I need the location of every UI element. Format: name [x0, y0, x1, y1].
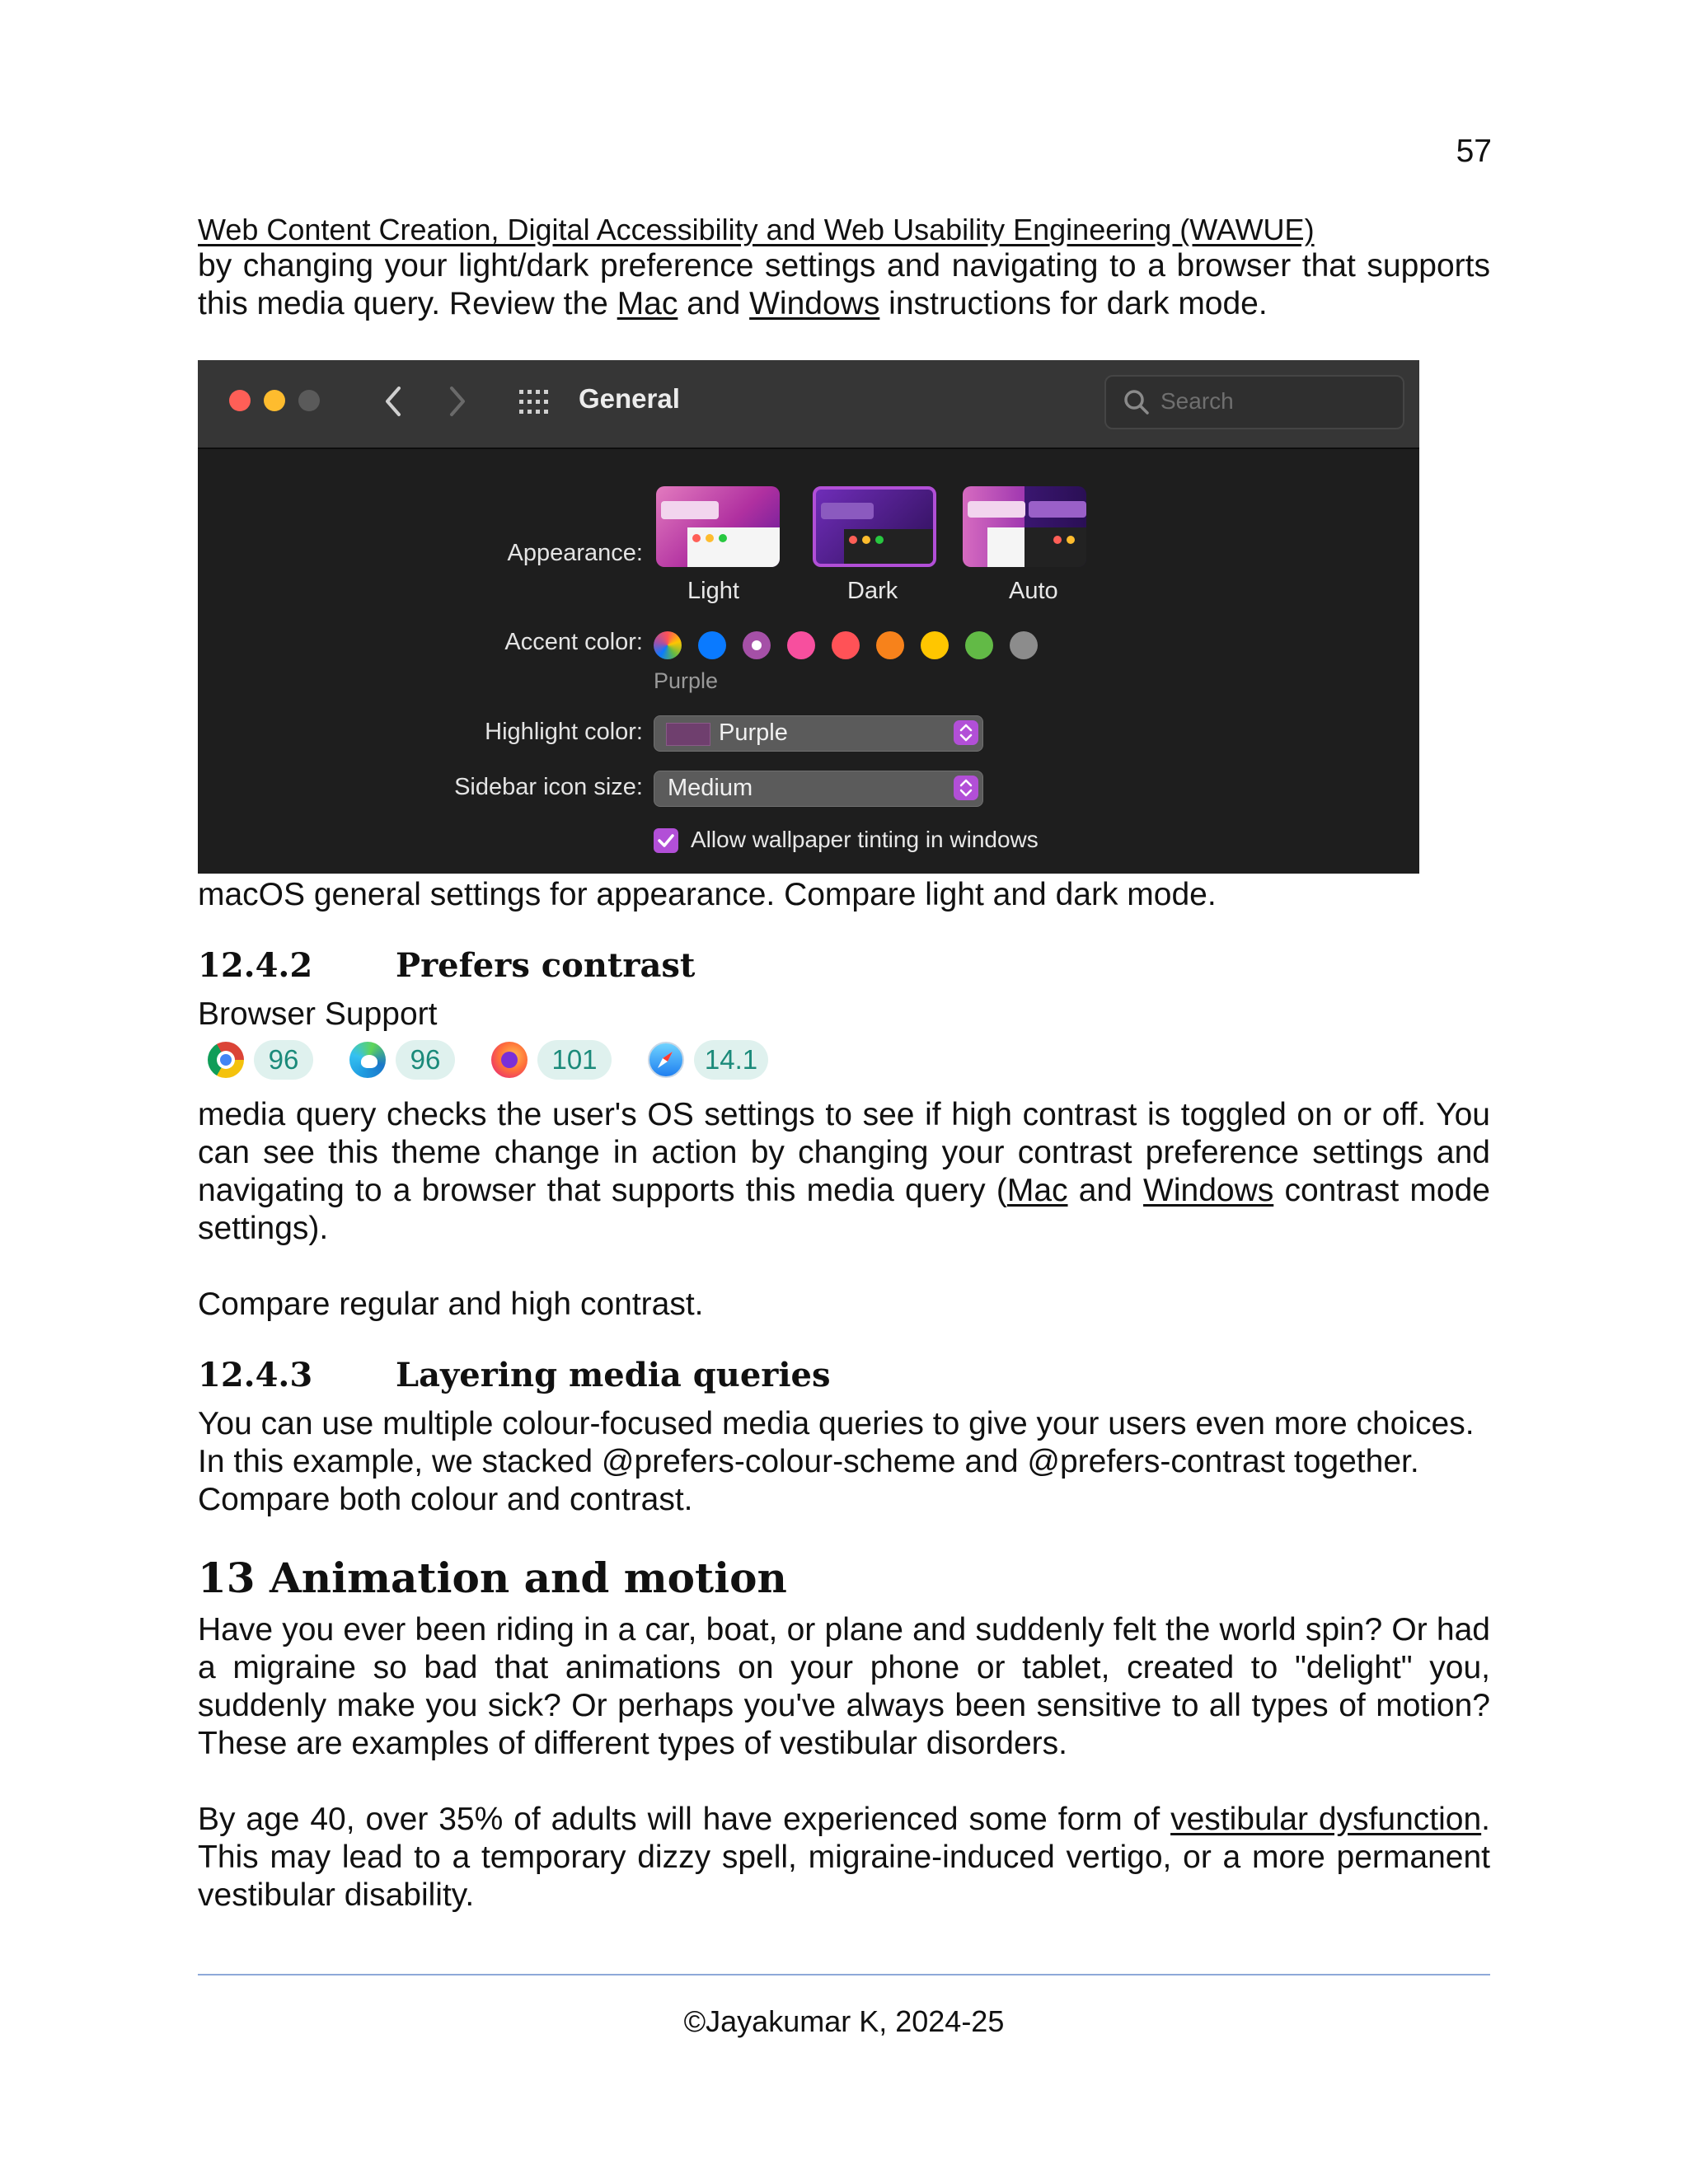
checkmark-icon [654, 828, 678, 853]
layering-paragraph: You can use multiple colour-focused media queries to give your users even more choices. In this example, we stacked @prefers-colour-scheme and @prefers-contrast together. Compare both colour and contrast. [198, 1406, 1475, 1517]
running-header: Web Content Creation, Digital Accessibility and Web Usability Engineering (WAWUE) [198, 213, 1315, 246]
section-number: 12.4.3 [198, 1356, 313, 1394]
grid-icon[interactable] [518, 388, 552, 416]
window-title: General [579, 383, 680, 414]
windows-contrast-link[interactable]: Windows [1143, 1173, 1274, 1208]
highlight-color-value: Purple [719, 719, 788, 746]
selected-indicator [752, 640, 762, 650]
search-placeholder: Search [1160, 388, 1234, 414]
intro-paragraph [198, 247, 1490, 323]
contrast-paragraph [198, 1096, 1490, 1248]
mac-link[interactable]: Mac [617, 286, 678, 321]
paragraph-text: . This may lead to a temporary dizzy spell, migraine-induced vertigo, or a more permanent vestibular disability. [198, 1802, 1490, 1913]
accent-swatch[interactable] [787, 631, 815, 659]
theme-dark-label: Dark [847, 578, 898, 604]
paragraph-text: and [1067, 1173, 1144, 1208]
animation-paragraph-1: Have you ever been riding in a car, boat, or plane and suddenly felt the world spin? Or had a migraine so bad that animations on your phone or tablet, created to "delight" you, suddenly make you sick? Or perhaps you've always been sensitive to all types of motion? These are examples of different types of vestibular disorders. [198, 1612, 1490, 1761]
minimize-window-button[interactable] [264, 390, 285, 411]
section-heading-12-4-3 [198, 1356, 831, 1394]
safari-icon [648, 1042, 684, 1078]
intro-text: by changing your light/dark preference settings and navigating to a browser that supports this media query. Review the [198, 248, 1490, 321]
accent-multicolor-swatch[interactable] [654, 631, 682, 659]
updown-chevron-icon [954, 776, 978, 800]
animation-paragraph-2 [198, 1801, 1490, 1915]
section-number: 12.4.2 [198, 946, 313, 985]
edge-icon [349, 1042, 386, 1078]
wallpaper-tinting-label: Allow wallpaper tinting in windows [691, 827, 1039, 852]
highlight-color-label: Highlight color: [485, 719, 643, 745]
macos-settings-screenshot [198, 360, 1419, 874]
paragraph-text: contrast mode settings). [198, 1173, 1490, 1246]
firefox-version-badge: 101 [537, 1040, 612, 1080]
theme-auto-thumbnail[interactable] [963, 486, 1086, 567]
accent-swatch[interactable] [965, 631, 993, 659]
chapter-heading-13: 13 Animation and motion [198, 1554, 787, 1602]
updown-chevron-icon [954, 720, 978, 745]
footer-copyright: ©Jayakumar K, 2024-25 [683, 2004, 1005, 2038]
highlight-color-popup[interactable] [654, 715, 983, 752]
sidebar-icon-size-value: Medium [668, 775, 753, 801]
edge-version-badge: 96 [396, 1040, 455, 1080]
search-icon [1123, 388, 1151, 416]
accent-swatch[interactable] [698, 631, 726, 659]
firefox-icon [491, 1042, 528, 1078]
theme-auto-label: Auto [1009, 578, 1058, 604]
accent-swatch[interactable] [921, 631, 949, 659]
accent-swatch[interactable] [876, 631, 904, 659]
accent-swatch[interactable] [1010, 631, 1038, 659]
compare-contrast-text: Compare regular and high contrast. [198, 1286, 704, 1322]
intro-text: and [678, 286, 750, 321]
appearance-label: Appearance: [507, 540, 643, 566]
sidebar-icon-size-popup[interactable] [654, 771, 983, 807]
page-number: 57 [1456, 134, 1492, 169]
search-field[interactable] [1104, 375, 1404, 429]
wallpaper-tinting-checkbox[interactable] [654, 828, 678, 853]
chrome-version-badge: 96 [254, 1040, 313, 1080]
zoom-window-button[interactable] [298, 390, 320, 411]
intro-text: instructions for dark mode. [879, 286, 1268, 321]
theme-light-label: Light [687, 578, 739, 604]
accent-swatch[interactable] [832, 631, 860, 659]
theme-light-thumbnail[interactable] [656, 486, 780, 567]
accent-swatch[interactable] [743, 631, 771, 659]
accent-color-label: Accent color: [504, 629, 643, 655]
mac-contrast-link[interactable]: Mac [1006, 1173, 1068, 1208]
vestibular-dysfunction-link[interactable]: vestibular dysfunction [1170, 1802, 1482, 1837]
accent-selected-name: Purple [654, 668, 719, 693]
footer-divider [198, 1974, 1490, 1975]
section-title: Layering media queries [396, 1356, 831, 1394]
highlight-swatch [666, 723, 710, 746]
windows-link[interactable]: Windows [749, 286, 880, 321]
theme-dark-thumbnail[interactable] [813, 486, 936, 567]
paragraph-text: By age 40, over 35% of adults will have experienced some form of [198, 1802, 1171, 1837]
back-chevron-icon[interactable] [381, 385, 406, 418]
safari-version-badge: 14.1 [694, 1040, 768, 1080]
window-titlebar [198, 360, 1419, 449]
paragraph-text: media query checks the user's OS settings to see if high contrast is toggled on or off. You can see this theme change in action by changing your contrast preference settings and navigating to a browser that supports this media query ( [198, 1097, 1490, 1208]
chrome-icon [208, 1042, 244, 1078]
section-heading-12-4-2 [198, 946, 695, 985]
browser-support-label: Browser Support [198, 996, 438, 1032]
figure-caption: macOS general settings for appearance. Compare light and dark mode. [198, 877, 1217, 912]
forward-chevron-icon[interactable] [445, 385, 470, 418]
section-title: Prefers contrast [396, 946, 696, 985]
close-window-button[interactable] [229, 390, 251, 411]
sidebar-icon-size-label: Sidebar icon size: [454, 774, 643, 800]
